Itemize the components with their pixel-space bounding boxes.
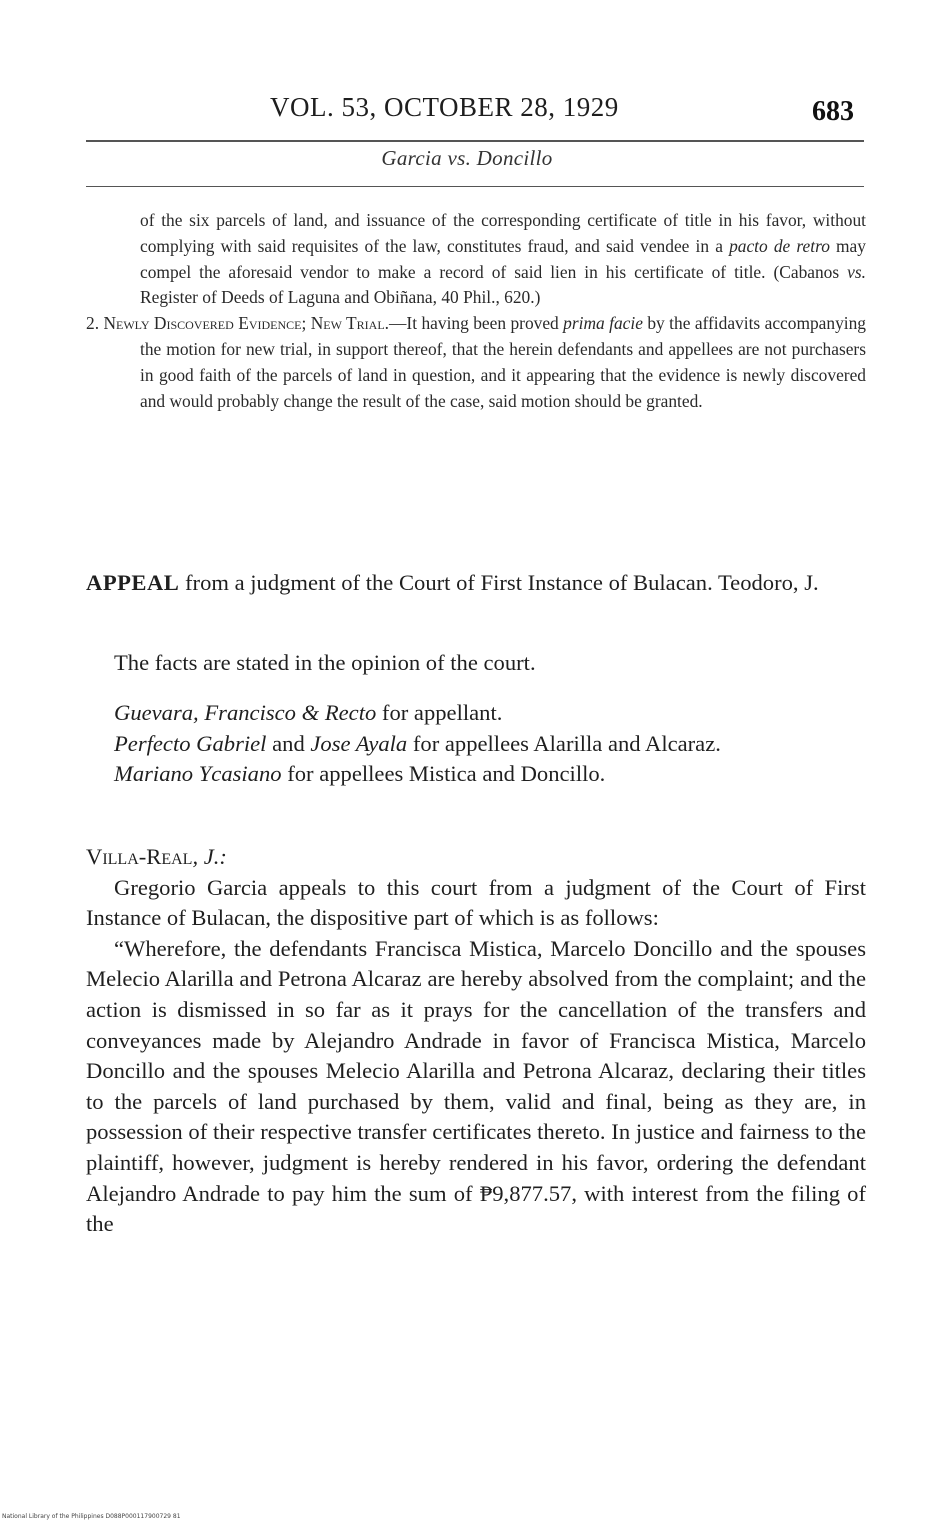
author-title: , J.: bbox=[192, 844, 227, 869]
author-name: Villa-Real bbox=[86, 844, 193, 869]
counsel-name: Guevara, Francisco & Recto bbox=[114, 700, 377, 725]
syllabus-item-heading: Newly Discovered Evidence; New Trial. bbox=[103, 313, 390, 334]
facts-statement bbox=[86, 648, 866, 679]
counsel-role: for appellant. bbox=[376, 700, 503, 725]
counsel-role: for appellees Mistica and Doncillo. bbox=[281, 761, 606, 787]
appeal-statement bbox=[86, 568, 866, 599]
counsel-appellees-mistica bbox=[86, 759, 866, 790]
appeal-text: from a judgment of the Court of First Instance of Bulacan. Teodoro, J. bbox=[179, 570, 819, 595]
case-caption: Garcia vs. Doncillo bbox=[381, 146, 553, 170]
syllabus-text: by the affidavits accompanying the motion for new trial, in support thereof, that the herein defendants and appellees are not purchasers in good faith of the parcels of land in question, and it appearing that the evidence is newly discovered and would probably change the result of the case, said motion should be granted. bbox=[140, 313, 867, 411]
counsel-name: Jose Ayala bbox=[310, 730, 408, 756]
syllabus bbox=[86, 208, 866, 414]
syllabus-latin-term: pacto de retro bbox=[729, 235, 830, 256]
facts-text: The facts are stated in the opinion of the court. bbox=[114, 650, 536, 675]
appeal-lead: APPEAL bbox=[86, 570, 180, 595]
counsel-appellant bbox=[86, 698, 866, 729]
opinion bbox=[86, 842, 866, 1240]
syllabus-item-2 bbox=[86, 311, 866, 414]
syllabus-item-number: 2. bbox=[86, 313, 104, 334]
syllabus-item-1-continuation bbox=[86, 208, 866, 311]
counsel-name: Mariano Ycasiano bbox=[114, 761, 282, 787]
scan-footer: National Library of the Philippines D088P000117900729 81 bbox=[2, 1513, 181, 1520]
counsel-appellees-alarilla bbox=[86, 729, 866, 760]
header-rule-top bbox=[86, 140, 864, 142]
counsel-role: for appellees Alarilla and Alcaraz. bbox=[407, 730, 721, 756]
counsel-block bbox=[86, 698, 866, 790]
opinion-paragraph: Gregorio Garcia appeals to this court from a judgment of the Court of First Instance of Bulacan, the dispositive part of which is as follows: bbox=[86, 874, 866, 931]
opinion-author bbox=[86, 842, 866, 873]
opinion-quoted-dispositive: “Wherefore, the defendants Francisca Mistica, Marcelo Doncillo and the spouses Melecio Alarilla and Petrona Alcaraz are hereby absolved from the complaint; and the action is dismissed in so far as it prays for the cancellation of the transfers and conveyances made by Alejandro Andrade in favor of Francisca Mistica, Marcelo Doncillo and the spouses Melecio Alarilla and Petrona Alcaraz, declaring their titles to the parcels of land purchased by them, valid and final, being as they are, in possession of their respective transfer certificates thereto. In justice and fairness to the plaintiff, however, judgment is hereby rendered in his favor, ordering the defendant Alejandro Andrade to pay him the sum of ₱9,877.57, with interest from the filing of the bbox=[86, 935, 866, 1237]
counsel-name: Perfecto Gabriel bbox=[114, 730, 267, 756]
syllabus-versus: vs. bbox=[847, 261, 866, 282]
syllabus-text: may compel the aforesaid vendor to make a record of said lien in his certificate of title. (Cabanos bbox=[140, 235, 866, 282]
syllabus-text: —It having been proved bbox=[389, 313, 564, 334]
running-head: VOL. 53, OCTOBER 28, 1929 bbox=[270, 92, 619, 122]
syllabus-latin-term: prima facie bbox=[563, 313, 643, 334]
syllabus-text: of the six parcels of land, and issuance of the corresponding certificate of title in his favor, without complying with said requisites of the law, constitutes fraud, and said vendee in a bbox=[140, 210, 866, 256]
syllabus-text: Register of Deeds of Laguna and Obiñana, 40 Phil., 620.) bbox=[140, 287, 541, 308]
counsel-conjunction: and bbox=[266, 730, 311, 756]
page-number: 683 bbox=[812, 96, 854, 127]
header-rule-bottom bbox=[86, 186, 864, 187]
